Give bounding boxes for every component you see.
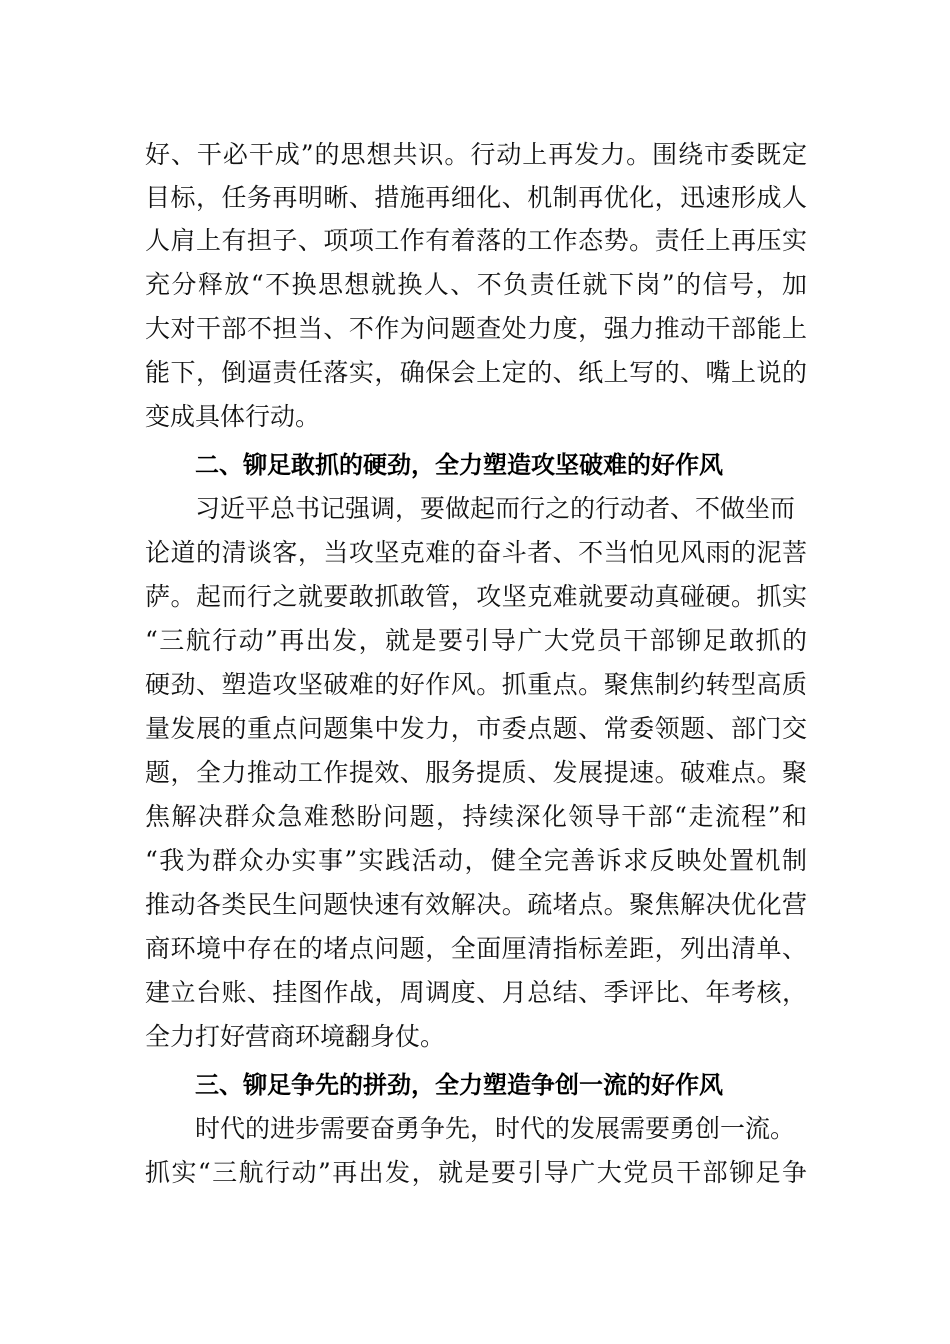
paragraph-line: 题，全力推动工作提效、服务提质、发展提速。破难点。聚: [145, 758, 807, 787]
paragraph-line: 推动各类民生问题快速有效解决。疏堵点。聚焦解决优化营: [145, 890, 807, 919]
paragraph-line: 建立台账、挂图作战，周调度、月总结、季评比、年考核，: [145, 978, 807, 1007]
paragraph-line: 量发展的重点问题集中发力，市委点题、常委领题、部门交: [145, 714, 807, 743]
paragraph-line: 变成具体行动。: [145, 402, 321, 431]
paragraph-line: 好、干必干成”的思想共识。行动上再发力。围绕市委既定: [145, 140, 807, 169]
paragraph-line: 时代的进步需要奋勇争先，时代的发展需要勇创一流。: [195, 1114, 796, 1143]
paragraph-line: 习近平总书记强调，要做起而行之的行动者、不做坐而: [195, 494, 796, 523]
paragraph-line: 萨。起而行之就要敢抓敢管，攻坚克难就要动真碰硬。抓实: [145, 582, 807, 611]
paragraph-line: 人肩上有担子、项项工作有着落的工作态势。责任上再压实: [145, 226, 807, 255]
paragraph-line: 焦解决群众急难愁盼问题，持续深化领导干部“走流程”和: [145, 802, 807, 831]
paragraph-line: 商环境中存在的堵点问题，全面厘清指标差距，列出清单、: [145, 934, 807, 963]
paragraph-line: 目标，任务再明晰、措施再细化、机制再优化，迅速形成人: [145, 183, 807, 212]
paragraph-line: “我为群众办实事”实践活动，健全完善诉求反映处置机制: [145, 846, 807, 875]
paragraph-line: “三航行动”再出发，就是要引导广大党员干部铆足敢抓的: [145, 626, 807, 655]
paragraph-line: 论道的清谈客，当攻坚克难的奋斗者、不当怕见风雨的泥菩: [145, 538, 807, 567]
paragraph-line: 大对干部不担当、不作为问题查处力度，强力推动干部能上: [145, 314, 807, 343]
paragraph-line: 充分释放“不换思想就换人、不负责任就下岗”的信号，加: [145, 270, 807, 299]
paragraph-line: 全力打好营商环境翻身仗。: [145, 1022, 446, 1051]
paragraph-line: 抓实“三航行动”再出发，就是要引导广大党员干部铆足争: [145, 1158, 807, 1187]
paragraph-line: 硬劲、塑造攻坚破难的好作风。抓重点。聚焦制约转型高质: [145, 670, 807, 699]
section-heading-2: 二、铆足敢抓的硬劲，全力塑造攻坚破难的好作风: [195, 451, 723, 479]
section-heading-3: 三、铆足争先的拼劲，全力塑造争创一流的好作风: [195, 1071, 723, 1099]
paragraph-line: 能下，倒逼责任落实，确保会上定的、纸上写的、嘴上说的: [145, 358, 807, 387]
